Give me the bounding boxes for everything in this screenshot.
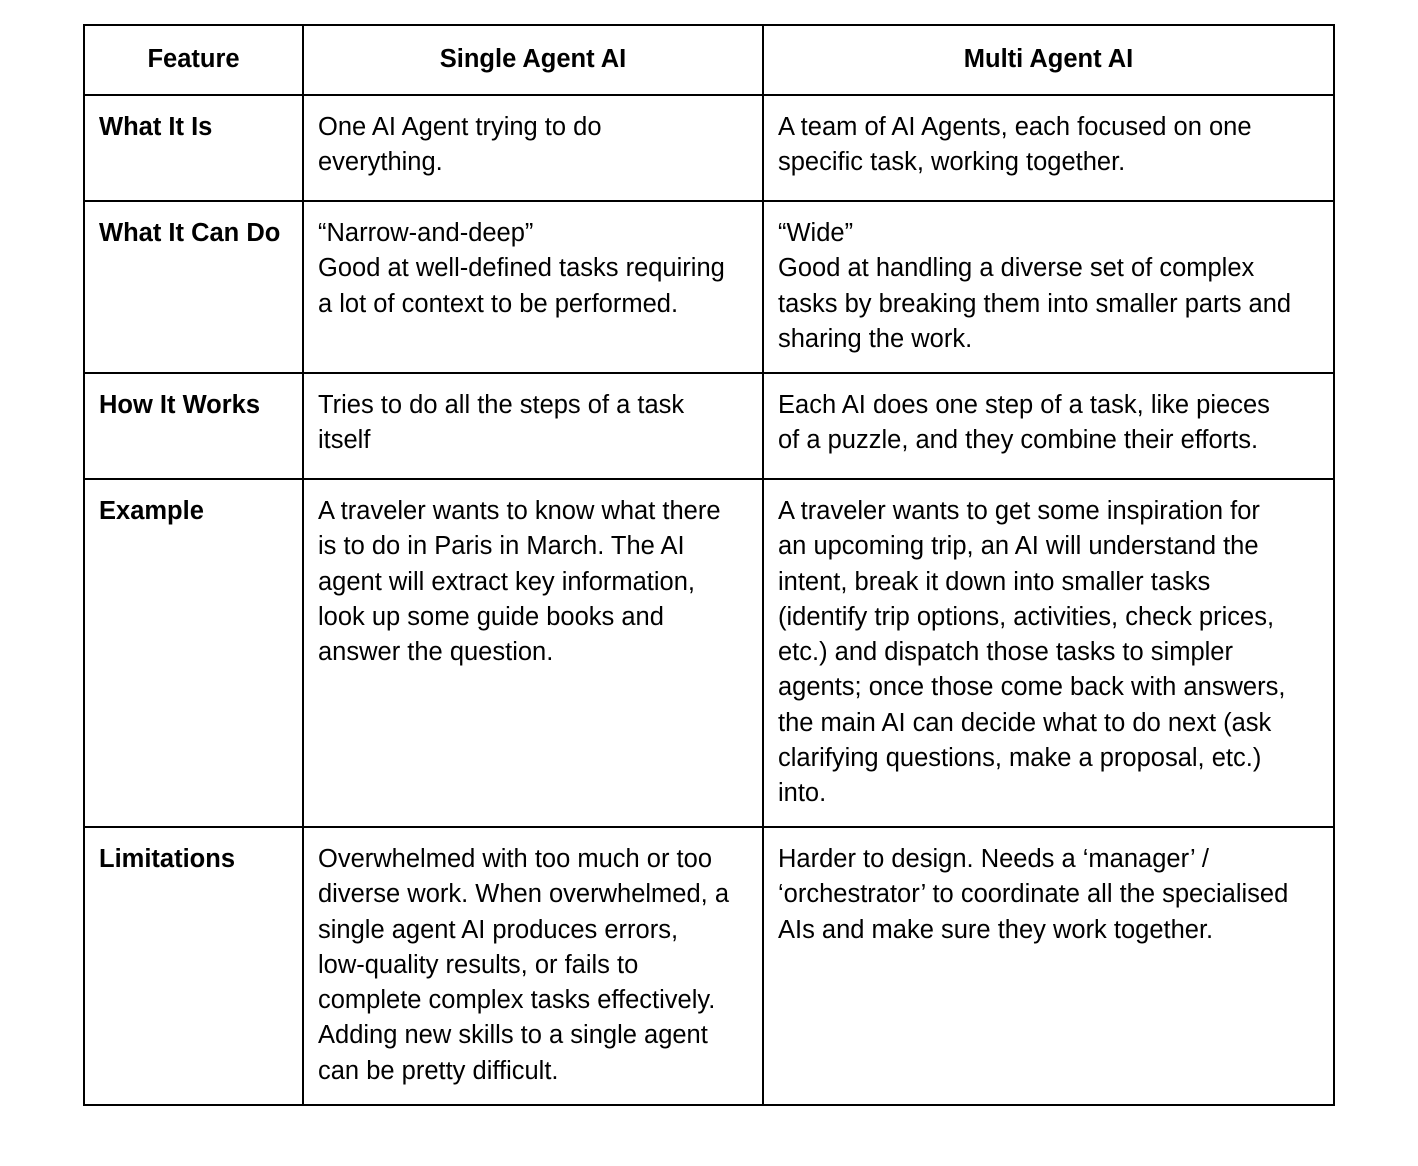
cell-line: look up some guide books and: [318, 602, 664, 631]
cell-multi-limitations: [763, 827, 1334, 1105]
cell-line: “Narrow-and-deep”: [318, 219, 534, 247]
cell-line: specific task, working together.: [778, 148, 1126, 177]
cell-line: “Wide”: [778, 219, 854, 247]
cell-line: intent, break it down into smaller tasks: [778, 567, 1211, 596]
cell-line: diverse work. When overwhelmed, a: [318, 880, 730, 909]
header-multi-agent: Multi Agent AI: [763, 25, 1334, 95]
header-row: [84, 25, 1334, 95]
cell-line: Adding new skills to a single agent: [318, 1021, 708, 1050]
header-feature: Feature: [84, 25, 303, 95]
cell-line: Harder to design. Needs a ‘manager’ /: [778, 845, 1209, 873]
table-row: [84, 373, 1334, 479]
table-row: [84, 201, 1334, 373]
cell-line: A traveler wants to know what there: [318, 497, 721, 525]
cell-line: of a puzzle, and they combine their efforts.: [778, 426, 1259, 455]
cell-line: itself: [318, 426, 371, 455]
cell-line: ‘orchestrator’ to coordinate all the specialised: [778, 880, 1289, 909]
cell-line: is to do in Paris in March. The AI: [318, 532, 685, 561]
cell-line: Tries to do all the steps of a task: [318, 391, 685, 419]
cell-single-how-it-works: [303, 373, 763, 479]
cell-line: sharing the work.: [778, 324, 973, 353]
cell-line: agent will extract key information,: [318, 567, 695, 596]
row-label-what-it-can-do: What It Can Do: [84, 201, 303, 373]
cell-line: etc.) and dispatch those tasks to simpler: [778, 638, 1233, 667]
cell-multi-example: [763, 479, 1334, 827]
cell-line: Each AI does one step of a task, like pieces: [778, 391, 1270, 419]
table-row: [84, 479, 1334, 827]
cell-single-what-it-is: [303, 95, 763, 201]
comparison-table: [83, 24, 1335, 1106]
cell-line: answer the question.: [318, 638, 554, 667]
table-row: [84, 827, 1334, 1105]
cell-multi-how-it-works: [763, 373, 1334, 479]
cell-line: (identify trip options, activities, check prices,: [778, 602, 1275, 631]
cell-line: low-quality results, or fails to: [318, 950, 639, 979]
table-row: [84, 95, 1334, 201]
cell-single-example: [303, 479, 763, 827]
cell-single-what-it-can-do: [303, 201, 763, 373]
cell-line: AIs and make sure they work together.: [778, 915, 1214, 944]
cell-line: A team of AI Agents, each focused on one: [778, 113, 1252, 141]
row-label-how-it-works: How It Works: [84, 373, 303, 479]
cell-line: agents; once those come back with answers,: [778, 673, 1286, 702]
cell-multi-what-it-is: [763, 95, 1334, 201]
cell-line: Good at well-defined tasks requiring: [318, 254, 725, 283]
cell-line: clarifying questions, make a proposal, etc.): [778, 744, 1262, 773]
row-label-example: Example: [84, 479, 303, 827]
cell-line: everything.: [318, 148, 443, 177]
cell-line: A traveler wants to get some inspiration for: [778, 497, 1260, 525]
row-label-what-it-is: What It Is: [84, 95, 303, 201]
cell-line: Overwhelmed with too much or too: [318, 845, 713, 873]
header-single-agent: Single Agent AI: [303, 25, 763, 95]
cell-line: can be pretty difficult.: [318, 1056, 559, 1085]
cell-line: into.: [778, 779, 827, 808]
cell-line: One AI Agent trying to do: [318, 113, 602, 141]
cell-line: tasks by breaking them into smaller parts and: [778, 289, 1292, 318]
cell-line: complete complex tasks effectively.: [318, 986, 716, 1015]
cell-multi-what-it-can-do: [763, 201, 1334, 373]
cell-line: the main AI can decide what to do next (ask: [778, 708, 1272, 737]
cell-line: Good at handling a diverse set of complex: [778, 254, 1255, 283]
cell-line: an upcoming trip, an AI will understand the: [778, 532, 1259, 561]
row-label-limitations: Limitations: [84, 827, 303, 1105]
cell-line: single agent AI produces errors,: [318, 915, 679, 944]
cell-single-limitations: [303, 827, 763, 1105]
cell-line: a lot of context to be performed.: [318, 289, 679, 318]
